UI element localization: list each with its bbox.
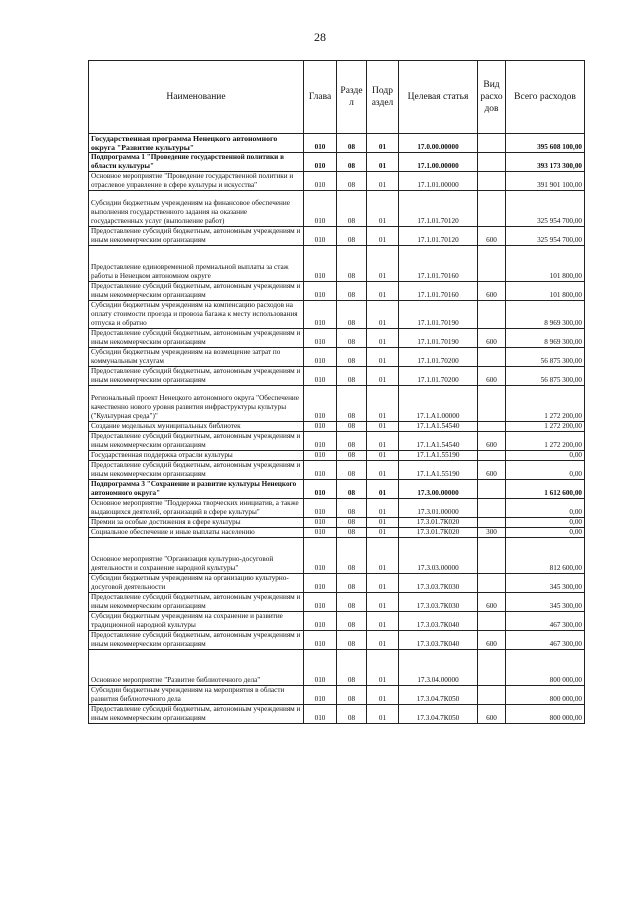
cell-expense-type: [478, 574, 506, 593]
cell-expense-type: 600: [478, 227, 506, 246]
cell-razdel: 08: [337, 348, 367, 367]
table-row: [89, 686, 585, 705]
cell-razdel: 08: [337, 153, 367, 172]
cell-name: Субсидии бюджетным учреждениям на сохранение и развитие традиционной народной культуры: [89, 612, 304, 631]
cell-podrazdel: 01: [367, 705, 399, 724]
cell-total: 1 612 600,00: [506, 480, 585, 499]
cell-target-article: 17.0.00.00000: [399, 134, 478, 153]
cell-expense-type: [478, 386, 506, 422]
cell-expense-type: [478, 301, 506, 329]
cell-target-article: 17.3.04.7К050: [399, 686, 478, 705]
cell-razdel: 08: [337, 705, 367, 724]
cell-razdel: 08: [337, 499, 367, 518]
cell-total: 1 272 200,00: [506, 386, 585, 422]
cell-target-article: 17.1.01.70160: [399, 282, 478, 301]
cell-total: 393 173 300,00: [506, 153, 585, 172]
cell-glava: 010: [304, 282, 337, 301]
table-row: [89, 227, 585, 246]
cell-total: 0,00: [506, 499, 585, 518]
cell-expense-type: [478, 612, 506, 631]
cell-expense-type: [478, 134, 506, 153]
cell-razdel: 08: [337, 367, 367, 386]
cell-expense-type: 600: [478, 705, 506, 724]
cell-razdel: 08: [337, 301, 367, 329]
cell-podrazdel: 01: [367, 134, 399, 153]
cell-expense-type: [478, 538, 506, 574]
cell-expense-type: [478, 246, 506, 282]
cell-expense-type: 600: [478, 461, 506, 480]
cell-podrazdel: 01: [367, 480, 399, 499]
cell-name: Создание модельных муниципальных библиотек: [89, 422, 304, 432]
cell-name: Подпрограмма 1 "Проведение государственной политики в области культуры": [89, 153, 304, 172]
cell-name: Основное мероприятие "Развитие библиотечного дела": [89, 650, 304, 686]
header-expense-type: Вид расхо дов: [478, 61, 506, 134]
table-row: [89, 386, 585, 422]
cell-glava: 010: [304, 612, 337, 631]
cell-glava: 010: [304, 686, 337, 705]
cell-name: Основное мероприятие "Проведение государственной политики и отраслевое управление в сфере культуры и искусства": [89, 172, 304, 191]
cell-expense-type: [478, 172, 506, 191]
cell-razdel: 08: [337, 172, 367, 191]
table-row: [89, 499, 585, 518]
cell-total: 0,00: [506, 528, 585, 538]
cell-target-article: 17.1.01.70120: [399, 191, 478, 227]
cell-total: 1 272 200,00: [506, 422, 585, 432]
cell-expense-type: [478, 348, 506, 367]
cell-podrazdel: 01: [367, 153, 399, 172]
cell-podrazdel: 01: [367, 329, 399, 348]
cell-glava: 010: [304, 246, 337, 282]
cell-total: 395 608 100,00: [506, 134, 585, 153]
cell-name: Предоставление субсидий бюджетным, автономным учреждениям и иным некоммерческим организациям: [89, 461, 304, 480]
cell-total: 467 300,00: [506, 631, 585, 650]
cell-expense-type: [478, 480, 506, 499]
cell-glava: 010: [304, 518, 337, 528]
cell-glava: 010: [304, 134, 337, 153]
cell-podrazdel: 01: [367, 301, 399, 329]
cell-name: Премии за особые достижения в сфере культуры: [89, 518, 304, 528]
cell-name: Предоставление субсидий бюджетным, автономным учреждениям и иным некоммерческим организациям: [89, 367, 304, 386]
cell-podrazdel: 01: [367, 518, 399, 528]
cell-total: 0,00: [506, 518, 585, 528]
cell-podrazdel: 01: [367, 631, 399, 650]
cell-glava: 010: [304, 432, 337, 451]
cell-razdel: 08: [337, 282, 367, 301]
table-row: [89, 528, 585, 538]
cell-target-article: 17.3.01.00000: [399, 499, 478, 518]
table-header-row: [89, 61, 585, 134]
cell-podrazdel: 01: [367, 650, 399, 686]
header-total: Всего расходов: [506, 61, 585, 134]
cell-expense-type: [478, 518, 506, 528]
cell-expense-type: [478, 686, 506, 705]
cell-razdel: 08: [337, 386, 367, 422]
table-row: [89, 538, 585, 574]
cell-target-article: 17.1.A1.55190: [399, 451, 478, 461]
cell-expense-type: 300: [478, 528, 506, 538]
table-row: [89, 612, 585, 631]
cell-target-article: 17.1.A1.00000: [399, 386, 478, 422]
cell-total: 800 000,00: [506, 705, 585, 724]
cell-name: Предоставление субсидий бюджетным, автономным учреждениям и иным некоммерческим организациям: [89, 227, 304, 246]
table-row: [89, 348, 585, 367]
cell-podrazdel: 01: [367, 246, 399, 282]
cell-glava: 010: [304, 705, 337, 724]
cell-podrazdel: 01: [367, 528, 399, 538]
table-row: [89, 329, 585, 348]
cell-razdel: 08: [337, 518, 367, 528]
cell-podrazdel: 01: [367, 612, 399, 631]
cell-total: 101 800,00: [506, 282, 585, 301]
cell-name: Предоставление субсидий бюджетным, автономным учреждениям и иным некоммерческим организациям: [89, 631, 304, 650]
table-row: [89, 518, 585, 528]
cell-name: Предоставление субсидий бюджетным, автономным учреждениям и иным некоммерческим организациям: [89, 329, 304, 348]
cell-podrazdel: 01: [367, 538, 399, 574]
cell-total: 325 954 700,00: [506, 227, 585, 246]
cell-total: 800 000,00: [506, 650, 585, 686]
cell-glava: 010: [304, 422, 337, 432]
cell-podrazdel: 01: [367, 686, 399, 705]
page-number: 28: [314, 30, 326, 44]
cell-razdel: 08: [337, 227, 367, 246]
cell-target-article: 17.3.01.7К020: [399, 518, 478, 528]
cell-glava: 010: [304, 172, 337, 191]
header-razdel: Разде л: [337, 61, 367, 134]
cell-total: 101 800,00: [506, 246, 585, 282]
cell-razdel: 08: [337, 650, 367, 686]
table-row: [89, 593, 585, 612]
cell-total: 8 969 300,00: [506, 301, 585, 329]
cell-target-article: 17.1.01.00000: [399, 172, 478, 191]
table-row: [89, 451, 585, 461]
table-row: [89, 153, 585, 172]
cell-total: 56 875 300,00: [506, 367, 585, 386]
cell-razdel: 08: [337, 538, 367, 574]
cell-total: 345 300,00: [506, 593, 585, 612]
cell-name: Подпрограмма 3 "Сохранение и развитие культуры Ненецкого автономного округа": [89, 480, 304, 499]
cell-glava: 010: [304, 593, 337, 612]
cell-target-article: 17.1.A1.55190: [399, 461, 478, 480]
cell-podrazdel: 01: [367, 461, 399, 480]
cell-target-article: 17.1.A1.54540: [399, 422, 478, 432]
header-podrazdel: Подр аздел: [367, 61, 399, 134]
cell-name: Предоставление субсидий бюджетным, автономным учреждениям и иным некоммерческим организациям: [89, 593, 304, 612]
cell-expense-type: 600: [478, 329, 506, 348]
cell-total: 8 969 300,00: [506, 329, 585, 348]
cell-glava: 010: [304, 451, 337, 461]
cell-razdel: 08: [337, 246, 367, 282]
cell-razdel: 08: [337, 528, 367, 538]
cell-podrazdel: 01: [367, 422, 399, 432]
cell-razdel: 08: [337, 451, 367, 461]
header-target-article: Целевая статья: [399, 61, 478, 134]
cell-glava: 010: [304, 499, 337, 518]
table-row: [89, 574, 585, 593]
cell-razdel: 08: [337, 432, 367, 451]
cell-total: 325 954 700,00: [506, 191, 585, 227]
cell-razdel: 08: [337, 686, 367, 705]
cell-razdel: 08: [337, 329, 367, 348]
cell-target-article: 17.3.04.00000: [399, 650, 478, 686]
table-row: [89, 246, 585, 282]
cell-name: Субсидии бюджетным учреждениям на компенсацию расходов на оплату стоимости проезда и провоза багажа к месту использования отпуска и обратно: [89, 301, 304, 329]
table-row: [89, 301, 585, 329]
cell-podrazdel: 01: [367, 348, 399, 367]
cell-glava: 010: [304, 348, 337, 367]
cell-razdel: 08: [337, 631, 367, 650]
cell-razdel: 08: [337, 191, 367, 227]
table-row: [89, 432, 585, 451]
cell-target-article: 17.1.01.70200: [399, 348, 478, 367]
cell-name: Субсидии бюджетным учреждениям на финансовое обеспечение выполнения государственного задания на оказание государственных услуг (выполнение работ): [89, 191, 304, 227]
table-row: [89, 134, 585, 153]
cell-name: Социальное обеспечение и иные выплаты населению: [89, 528, 304, 538]
cell-name: Государственная поддержка отрасли культуры: [89, 451, 304, 461]
cell-glava: 010: [304, 301, 337, 329]
table-row: [89, 422, 585, 432]
cell-expense-type: [478, 191, 506, 227]
cell-total: 467 300,00: [506, 612, 585, 631]
cell-podrazdel: 01: [367, 499, 399, 518]
cell-total: 0,00: [506, 451, 585, 461]
cell-target-article: 17.3.03.7К040: [399, 631, 478, 650]
cell-glava: 010: [304, 153, 337, 172]
cell-target-article: 17.1.01.70200: [399, 367, 478, 386]
cell-target-article: 17.3.04.7К050: [399, 705, 478, 724]
cell-target-article: 17.3.01.7К020: [399, 528, 478, 538]
cell-target-article: 17.3.03.7К030: [399, 574, 478, 593]
cell-glava: 010: [304, 631, 337, 650]
table-row: [89, 705, 585, 724]
cell-expense-type: [478, 499, 506, 518]
cell-expense-type: [478, 153, 506, 172]
cell-target-article: 17.1.01.70120: [399, 227, 478, 246]
cell-target-article: 17.1.01.70190: [399, 301, 478, 329]
cell-podrazdel: 01: [367, 191, 399, 227]
cell-target-article: 17.3.03.00000: [399, 538, 478, 574]
cell-target-article: 17.3.03.7К040: [399, 612, 478, 631]
cell-razdel: 08: [337, 134, 367, 153]
table-row: [89, 461, 585, 480]
cell-glava: 010: [304, 574, 337, 593]
cell-target-article: 17.3.00.00000: [399, 480, 478, 499]
cell-razdel: 08: [337, 612, 367, 631]
cell-target-article: 17.3.03.7К030: [399, 593, 478, 612]
table-row: [89, 631, 585, 650]
cell-name: Субсидии бюджетным учреждениям на возмещение затрат по коммунальным услугам: [89, 348, 304, 367]
table-row: [89, 282, 585, 301]
cell-total: 345 300,00: [506, 574, 585, 593]
cell-podrazdel: 01: [367, 282, 399, 301]
cell-glava: 010: [304, 329, 337, 348]
table-row: [89, 172, 585, 191]
cell-glava: 010: [304, 461, 337, 480]
cell-total: 800 000,00: [506, 686, 585, 705]
cell-expense-type: 600: [478, 367, 506, 386]
header-glava: Глава: [304, 61, 337, 134]
cell-name: Основное мероприятие "Поддержка творческих инициатив, а также выдающихся деятелей, организаций в сфере культуры": [89, 499, 304, 518]
cell-target-article: 17.1.A1.54540: [399, 432, 478, 451]
cell-name: Предоставление субсидий бюджетным, автономным учреждениям и иным некоммерческим организациям: [89, 432, 304, 451]
cell-name: Государственная программа Ненецкого автономного округа "Развитие культуры": [89, 134, 304, 153]
cell-glava: 010: [304, 386, 337, 422]
cell-podrazdel: 01: [367, 367, 399, 386]
cell-podrazdel: 01: [367, 386, 399, 422]
cell-name: Основное мероприятие "Организация культурно-досуговой деятельности и сохранение народной культуры": [89, 538, 304, 574]
cell-glava: 010: [304, 480, 337, 499]
cell-name: Субсидии бюджетным учреждениям на мероприятия в области развития библиотечного дела: [89, 686, 304, 705]
cell-name: Субсидии бюджетным учреждениям на организацию культурно-досуговой деятельности: [89, 574, 304, 593]
cell-name: Предоставление единовременной премиальной выплаты за стаж работы в Ненецком автономном округе: [89, 246, 304, 282]
cell-podrazdel: 01: [367, 172, 399, 191]
cell-podrazdel: 01: [367, 451, 399, 461]
cell-glava: 010: [304, 191, 337, 227]
cell-target-article: 17.1.00.00000: [399, 153, 478, 172]
table-row: [89, 480, 585, 499]
budget-table: [88, 60, 585, 724]
cell-expense-type: 600: [478, 282, 506, 301]
cell-glava: 010: [304, 367, 337, 386]
cell-podrazdel: 01: [367, 227, 399, 246]
cell-razdel: 08: [337, 461, 367, 480]
cell-expense-type: 600: [478, 631, 506, 650]
cell-razdel: 08: [337, 593, 367, 612]
cell-target-article: 17.1.01.70190: [399, 329, 478, 348]
cell-expense-type: [478, 451, 506, 461]
cell-total: 56 875 300,00: [506, 348, 585, 367]
cell-name: Региональный проект Ненецкого автономного округа "Обеспечение качественно нового уровня развития инфраструктуры культуры ("Культурная среда")": [89, 386, 304, 422]
budget-table-body: [89, 134, 585, 724]
cell-name: Предоставление субсидий бюджетным, автономным учреждениям и иным некоммерческим организациям: [89, 705, 304, 724]
cell-glava: 010: [304, 538, 337, 574]
cell-total: 0,00: [506, 461, 585, 480]
cell-name: Предоставление субсидий бюджетным, автономным учреждениям и иным некоммерческим организациям: [89, 282, 304, 301]
cell-podrazdel: 01: [367, 432, 399, 451]
cell-expense-type: [478, 422, 506, 432]
cell-razdel: 08: [337, 480, 367, 499]
cell-glava: 010: [304, 528, 337, 538]
cell-expense-type: 600: [478, 593, 506, 612]
table-row: [89, 367, 585, 386]
cell-razdel: 08: [337, 422, 367, 432]
cell-expense-type: 600: [478, 432, 506, 451]
header-name: Наименование: [89, 61, 304, 134]
cell-total: 1 272 200,00: [506, 432, 585, 451]
cell-total: 812 600,00: [506, 538, 585, 574]
table-row: [89, 191, 585, 227]
cell-podrazdel: 01: [367, 574, 399, 593]
cell-glava: 010: [304, 227, 337, 246]
cell-glava: 010: [304, 650, 337, 686]
table-row: [89, 650, 585, 686]
cell-podrazdel: 01: [367, 593, 399, 612]
cell-target-article: 17.1.01.70160: [399, 246, 478, 282]
cell-expense-type: [478, 650, 506, 686]
cell-total: 391 901 100,00: [506, 172, 585, 191]
cell-razdel: 08: [337, 574, 367, 593]
